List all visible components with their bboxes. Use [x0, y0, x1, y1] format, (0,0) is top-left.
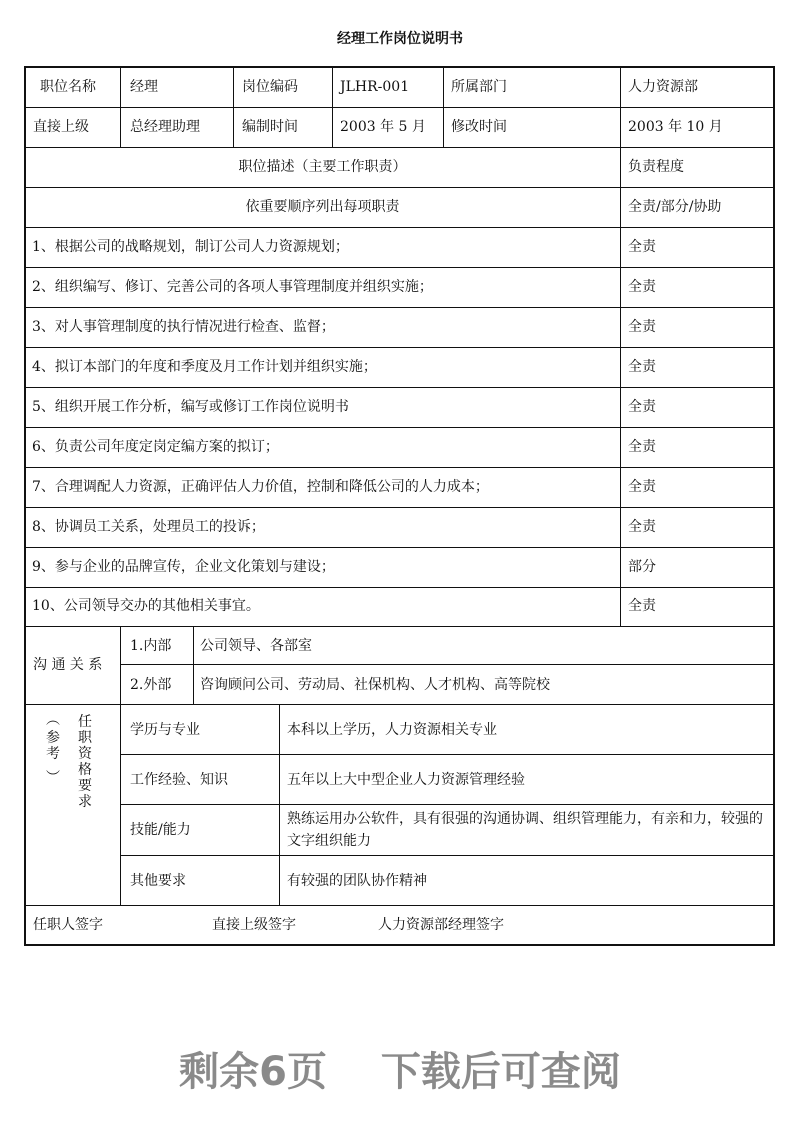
- experience-value: 五年以上大中型企业人力资源管理经验: [287, 772, 525, 788]
- duty-text: 2、组织编写、修订、完善公司的各项人事管理制度并组织实施；: [32, 279, 433, 295]
- duties-subheading: 依重要顺序列出每项职责: [245, 199, 400, 215]
- employee-signature-label: 任职人签字: [33, 917, 103, 933]
- download-watermark: 剩余6页 下载后可查阅: [179, 1049, 621, 1095]
- other-label: 其他要求: [130, 873, 186, 889]
- experience-label: 工作经验、知识: [130, 772, 228, 788]
- department-value: 人力资源部: [628, 79, 698, 95]
- duty-degree: 全责: [628, 519, 656, 535]
- document-title: 经理工作岗位说明书: [337, 31, 463, 47]
- duty-degree: 全责: [628, 399, 656, 415]
- position-name-value: 经理: [130, 79, 158, 95]
- qualification-note: 参考: [46, 730, 60, 762]
- close-paren: ︶: [46, 770, 60, 786]
- skills-label: 技能/能力: [130, 822, 191, 838]
- modified-label: 修改时间: [451, 119, 507, 135]
- hr-manager-signature-label: 人力资源部经理签字: [378, 917, 504, 933]
- duty-text: 8、协调员工关系，处理员工的投诉；: [32, 519, 265, 535]
- internal-label: 1.内部: [130, 638, 172, 654]
- description-heading: 职位描述（主要工作职责）: [238, 159, 407, 175]
- internal-value: 公司领导、各部室: [200, 638, 312, 654]
- duty-degree: 全责: [628, 359, 656, 375]
- duty-degree: 全责: [628, 279, 656, 295]
- open-paren: ︵: [46, 712, 60, 728]
- qualification-label: 任职资格要求: [78, 714, 92, 810]
- duty-degree: 全责: [628, 319, 656, 335]
- other-value: 有较强的团队协作精神: [287, 873, 427, 889]
- position-code-label: 岗位编码: [242, 79, 298, 95]
- modified-value: 2003 年 10 月: [628, 119, 723, 135]
- education-value: 本科以上学历，人力资源相关专业: [287, 722, 497, 738]
- duty-text: 10、公司领导交办的其他相关事宜。: [32, 598, 260, 614]
- department-label: 所属部门: [451, 79, 507, 95]
- responsibility-heading: 负责程度: [628, 159, 684, 175]
- duty-degree: 全责: [628, 439, 656, 455]
- duty-text: 7、合理调配人力资源，正确评估人力价值，控制和降低公司的人力成本；: [32, 479, 489, 495]
- superior-signature-label: 直接上级签字: [212, 917, 296, 933]
- superior-value: 总经理助理: [130, 119, 200, 135]
- external-value: 咨询顾问公司、劳动局、社保机构、人才机构、高等院校: [200, 677, 550, 693]
- duty-text: 9、参与企业的品牌宣传，企业文化策划与建设；: [32, 559, 335, 575]
- duty-text: 5、组织开展工作分析，编写或修订工作岗位说明书: [32, 399, 349, 415]
- superior-label: 直接上级: [33, 119, 89, 135]
- position-name-label: 职位名称: [40, 79, 96, 95]
- position-code-value: JLHR-001: [340, 79, 410, 95]
- communication-label: 沟 通 关 系: [33, 657, 103, 673]
- degree-options: 全责/部分/协助: [628, 199, 722, 215]
- external-label: 2.外部: [130, 677, 172, 693]
- education-label: 学历与专业: [130, 722, 200, 738]
- created-value: 2003 年 5 月: [340, 119, 426, 135]
- created-label: 编制时间: [242, 119, 298, 135]
- duty-degree: 全责: [628, 239, 656, 255]
- skills-value: 熟练运用办公软件，具有很强的沟通协调、组织管理能力，有亲和力，较强的文字组织能力: [287, 811, 763, 849]
- duty-text: 3、对人事管理制度的执行情况进行检查、监督；: [32, 319, 335, 335]
- duty-degree: 全责: [628, 598, 656, 614]
- duty-degree: 全责: [628, 479, 656, 495]
- duty-text: 4、拟订本部门的年度和季度及月工作计划并组织实施；: [32, 359, 377, 375]
- duty-text: 1、根据公司的战略规划，制订公司人力资源规划；: [32, 239, 349, 255]
- duty-text: 6、负责公司年度定岗定编方案的拟订；: [32, 439, 279, 455]
- duty-degree: 部分: [628, 559, 656, 575]
